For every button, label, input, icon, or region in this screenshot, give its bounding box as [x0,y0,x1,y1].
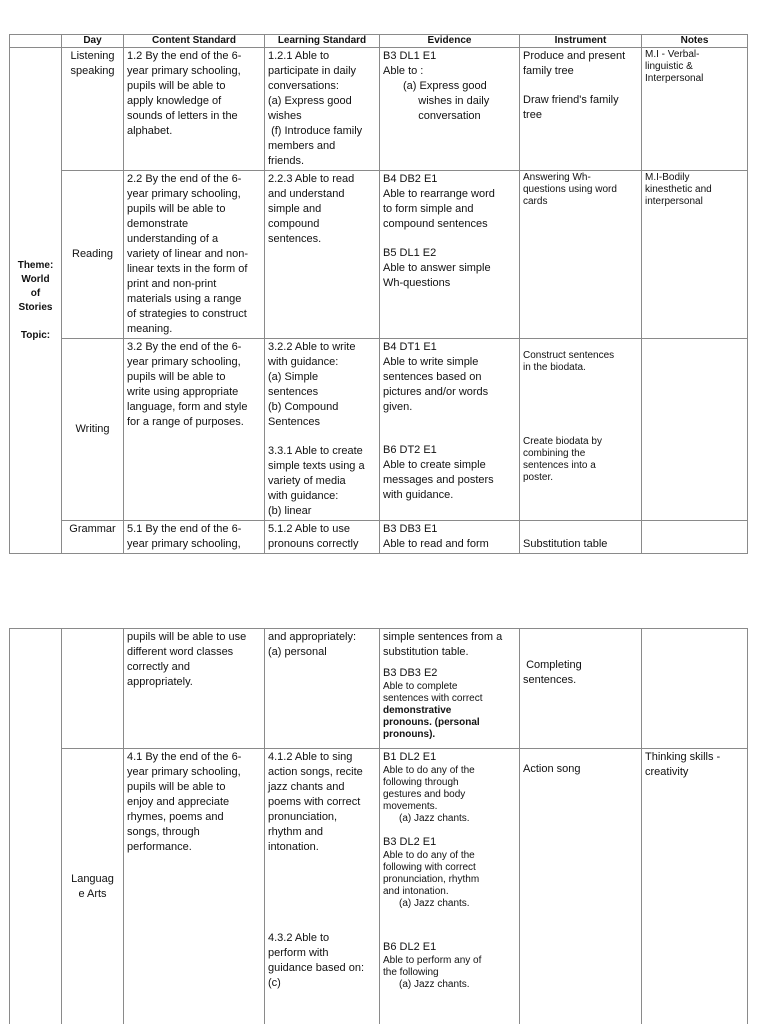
evidence-grammar-continued: simple sentences from a substitution table. B3 DB3 E2 Able to complete sentences with correct demonstrative pronouns. (personal pronouns). [380,629,520,749]
header-learning-standard: Learning Standard [265,35,380,48]
notes-grammar [642,521,748,554]
evidence-listening: B3 DL1 E1 Able to : (a) Express good wishes in daily conversation [380,48,520,171]
notes-grammar-continued [642,629,748,749]
instrument-grammar: Substitution table [520,521,642,554]
day-writing: Writing [62,339,124,521]
learning-standard-listening: 1.2.1 Able to participate in daily conversations: (a) Express good wishes (f) Introduce family members and friends. [265,48,380,171]
notes-writing [642,339,748,521]
day-grammar: Grammar [62,521,124,554]
page-2 [9,628,747,1024]
learning-standard-reading: 2.2.3 Able to read and understand simple and compound sentences. [265,171,380,339]
instrument-grammar-continued: Completing sentences. [520,629,642,749]
learning-standard-writing: 3.2.2 Able to write with guidance: (a) Simple sentences (b) Compound Sentences 3.3.1 Able to create simple texts using a variety of media with guidance: (b) linear [265,339,380,521]
evidence-writing: B4 DT1 E1 Able to write simple sentences based on pictures and/or words given. B6 DT2 E1 Able to create simple messages and posters with guidance. [380,339,520,521]
header-row [10,35,748,48]
learning-standard-grammar-continued: and appropriately: (a) personal [265,629,380,749]
day-grammar-continued [62,629,124,749]
content-standard-language-arts: 4.1 By the end of the 6- year primary schooling, pupils will be able to enjoy and appreciate rhymes, poems and songs, through performance. [124,749,265,1024]
content-standard-grammar: 5.1 By the end of the 6- year primary schooling, [124,521,265,554]
notes-language-arts: Thinking skills - creativity [642,749,748,1024]
lesson-plan-table-1 [9,34,748,554]
content-standard-listening: 1.2 By the end of the 6- year primary schooling, pupils will be able to apply knowledge of sounds of letters in the alphabet. [124,48,265,171]
instrument-writing: Construct sentences in the biodata. Create biodata by combining the sentences into a poster. [520,339,642,521]
page-1 [9,34,747,554]
day-language-arts: Languag e Arts [62,749,124,1024]
header-notes: Notes [642,35,748,48]
day-reading: Reading [62,171,124,339]
topic-label: Topic: [20,329,51,341]
table-row-reading [10,171,748,339]
header-theme [10,35,62,48]
theme-cell: Theme: World of Stories Topic: [10,48,62,554]
day-listening: Listening speaking [62,48,124,171]
header-day: Day [62,35,124,48]
header-content-standard: Content Standard [124,35,265,48]
theme-cell-continued [10,629,62,1024]
notes-listening: M.I - Verbal- linguistic & Interpersonal [642,48,748,171]
lesson-plan-table-2 [9,628,748,1024]
evidence-reading: B4 DB2 E1 Able to rearrange word to form simple and compound sentences B5 DL1 E2 Able to answer simple Wh-questions [380,171,520,339]
instrument-listening: Produce and present family tree Draw friend's family tree [520,48,642,171]
instrument-reading: Answering Wh- questions using word cards [520,171,642,339]
table-row-listening [10,48,748,171]
evidence-language-arts: B1 DL2 E1 Able to do any of the following through gestures and body movements. (a) Jazz chants. B3 DL2 E1 Able to do any of the following with correct pronunciation, rhythm and intonation. (a) Jazz chants. B6 DL2 E1 Able to perform any of the following (a) Jazz chants. [380,749,520,1024]
header-instrument: Instrument [520,35,642,48]
table-row-grammar [10,521,748,554]
table-row-writing [10,339,748,521]
learning-standard-grammar: 5.1.2 Able to use pronouns correctly [265,521,380,554]
notes-reading: M.I-Bodily kinesthetic and interpersonal [642,171,748,339]
header-evidence: Evidence [380,35,520,48]
table-row-language-arts [10,749,748,1024]
instrument-language-arts: Action song [520,749,642,1024]
content-standard-writing: 3.2 By the end of the 6- year primary schooling, pupils will be able to write using appropriate language, form and style for a range of purposes. [124,339,265,521]
evidence-grammar: B3 DB3 E1 Able to read and form [380,521,520,554]
content-standard-grammar-continued: pupils will be able to use different word classes correctly and appropriately. [124,629,265,749]
content-standard-reading: 2.2 By the end of the 6- year primary schooling, pupils will be able to demonstrate understanding of a variety of linear and non- linear texts in the form of print and non-print materials using a range of strategies to construct meaning. [124,171,265,339]
learning-standard-language-arts: 4.1.2 Able to sing action songs, recite jazz chants and poems with correct pronunciation, rhythm and intonation. 4.3.2 Able to perform with guidance based on: (c) [265,749,380,1024]
table-row-grammar-continued [10,629,748,749]
